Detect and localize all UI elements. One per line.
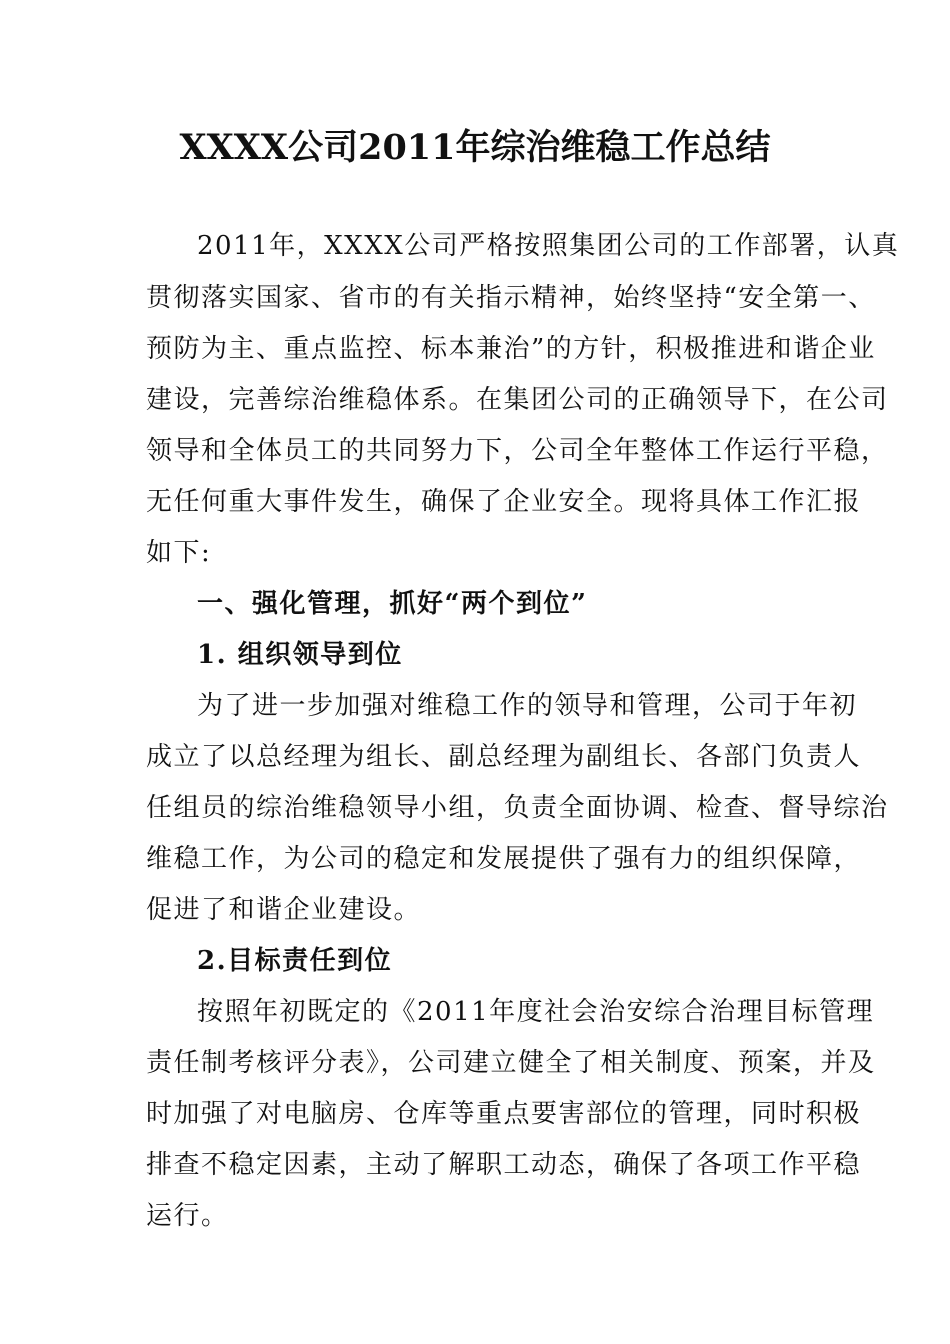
- sub2-line-3: 时加强了对电脑房、仓库等重点要害部位的管理，同时积极: [146, 1099, 862, 1129]
- intro-line-2: 贯彻落实国家、省市的有关指示精神，始终坚持“安全第一、: [146, 283, 876, 313]
- sub1-line-5: 促进了和谐企业建设。: [146, 895, 422, 925]
- sub1-line-3: 任组员的综治维稳领导小组，负责全面协调、检查、督导综治: [146, 793, 889, 823]
- intro-line-4: 建设，完善综治维稳体系。在集团公司的正确领导下，在公司: [146, 385, 889, 415]
- intro-line-5: 领导和全体员工的共同努力下，公司全年整体工作运行平稳，: [146, 436, 889, 466]
- subsection-heading-2: 2.目标责任到位: [197, 946, 393, 976]
- sub2-line-1: 按照年初既定的《2011年度社会治安综合治理目标管理: [197, 997, 875, 1027]
- intro-line-1: 2011年，XXXX公司严格按照集团公司的工作部署，认真: [197, 231, 900, 261]
- sub2-line-4: 排查不稳定因素，主动了解职工动态，确保了各项工作平稳: [146, 1150, 862, 1180]
- intro-line-3: 预防为主、重点监控、标本兼治”的方针，积极推进和谐企业: [146, 334, 876, 364]
- intro-line-6: 无任何重大事件发生，确保了企业安全。现将具体工作汇报: [146, 487, 862, 517]
- sub1-line-1: 为了进一步加强对维稳工作的领导和管理，公司于年初: [197, 691, 858, 721]
- section-heading-1: 一、强化管理，抓好“两个到位”: [197, 589, 588, 619]
- sub2-line-2: 责任制考核评分表》，公司建立健全了相关制度、预案，并及: [146, 1048, 876, 1078]
- intro-line-7: 如下:: [146, 538, 212, 568]
- document-title: XXXX公司2011年综治维稳工作总结: [179, 127, 771, 168]
- sub1-line-4: 维稳工作，为公司的稳定和发展提供了强有力的组织保障，: [146, 844, 862, 874]
- subsection-heading-1: 1. 组织领导到位: [197, 640, 403, 670]
- sub2-line-5: 运行。: [146, 1201, 229, 1231]
- sub1-line-2: 成立了以总经理为组长、副总经理为副组长、各部门负责人: [146, 742, 862, 772]
